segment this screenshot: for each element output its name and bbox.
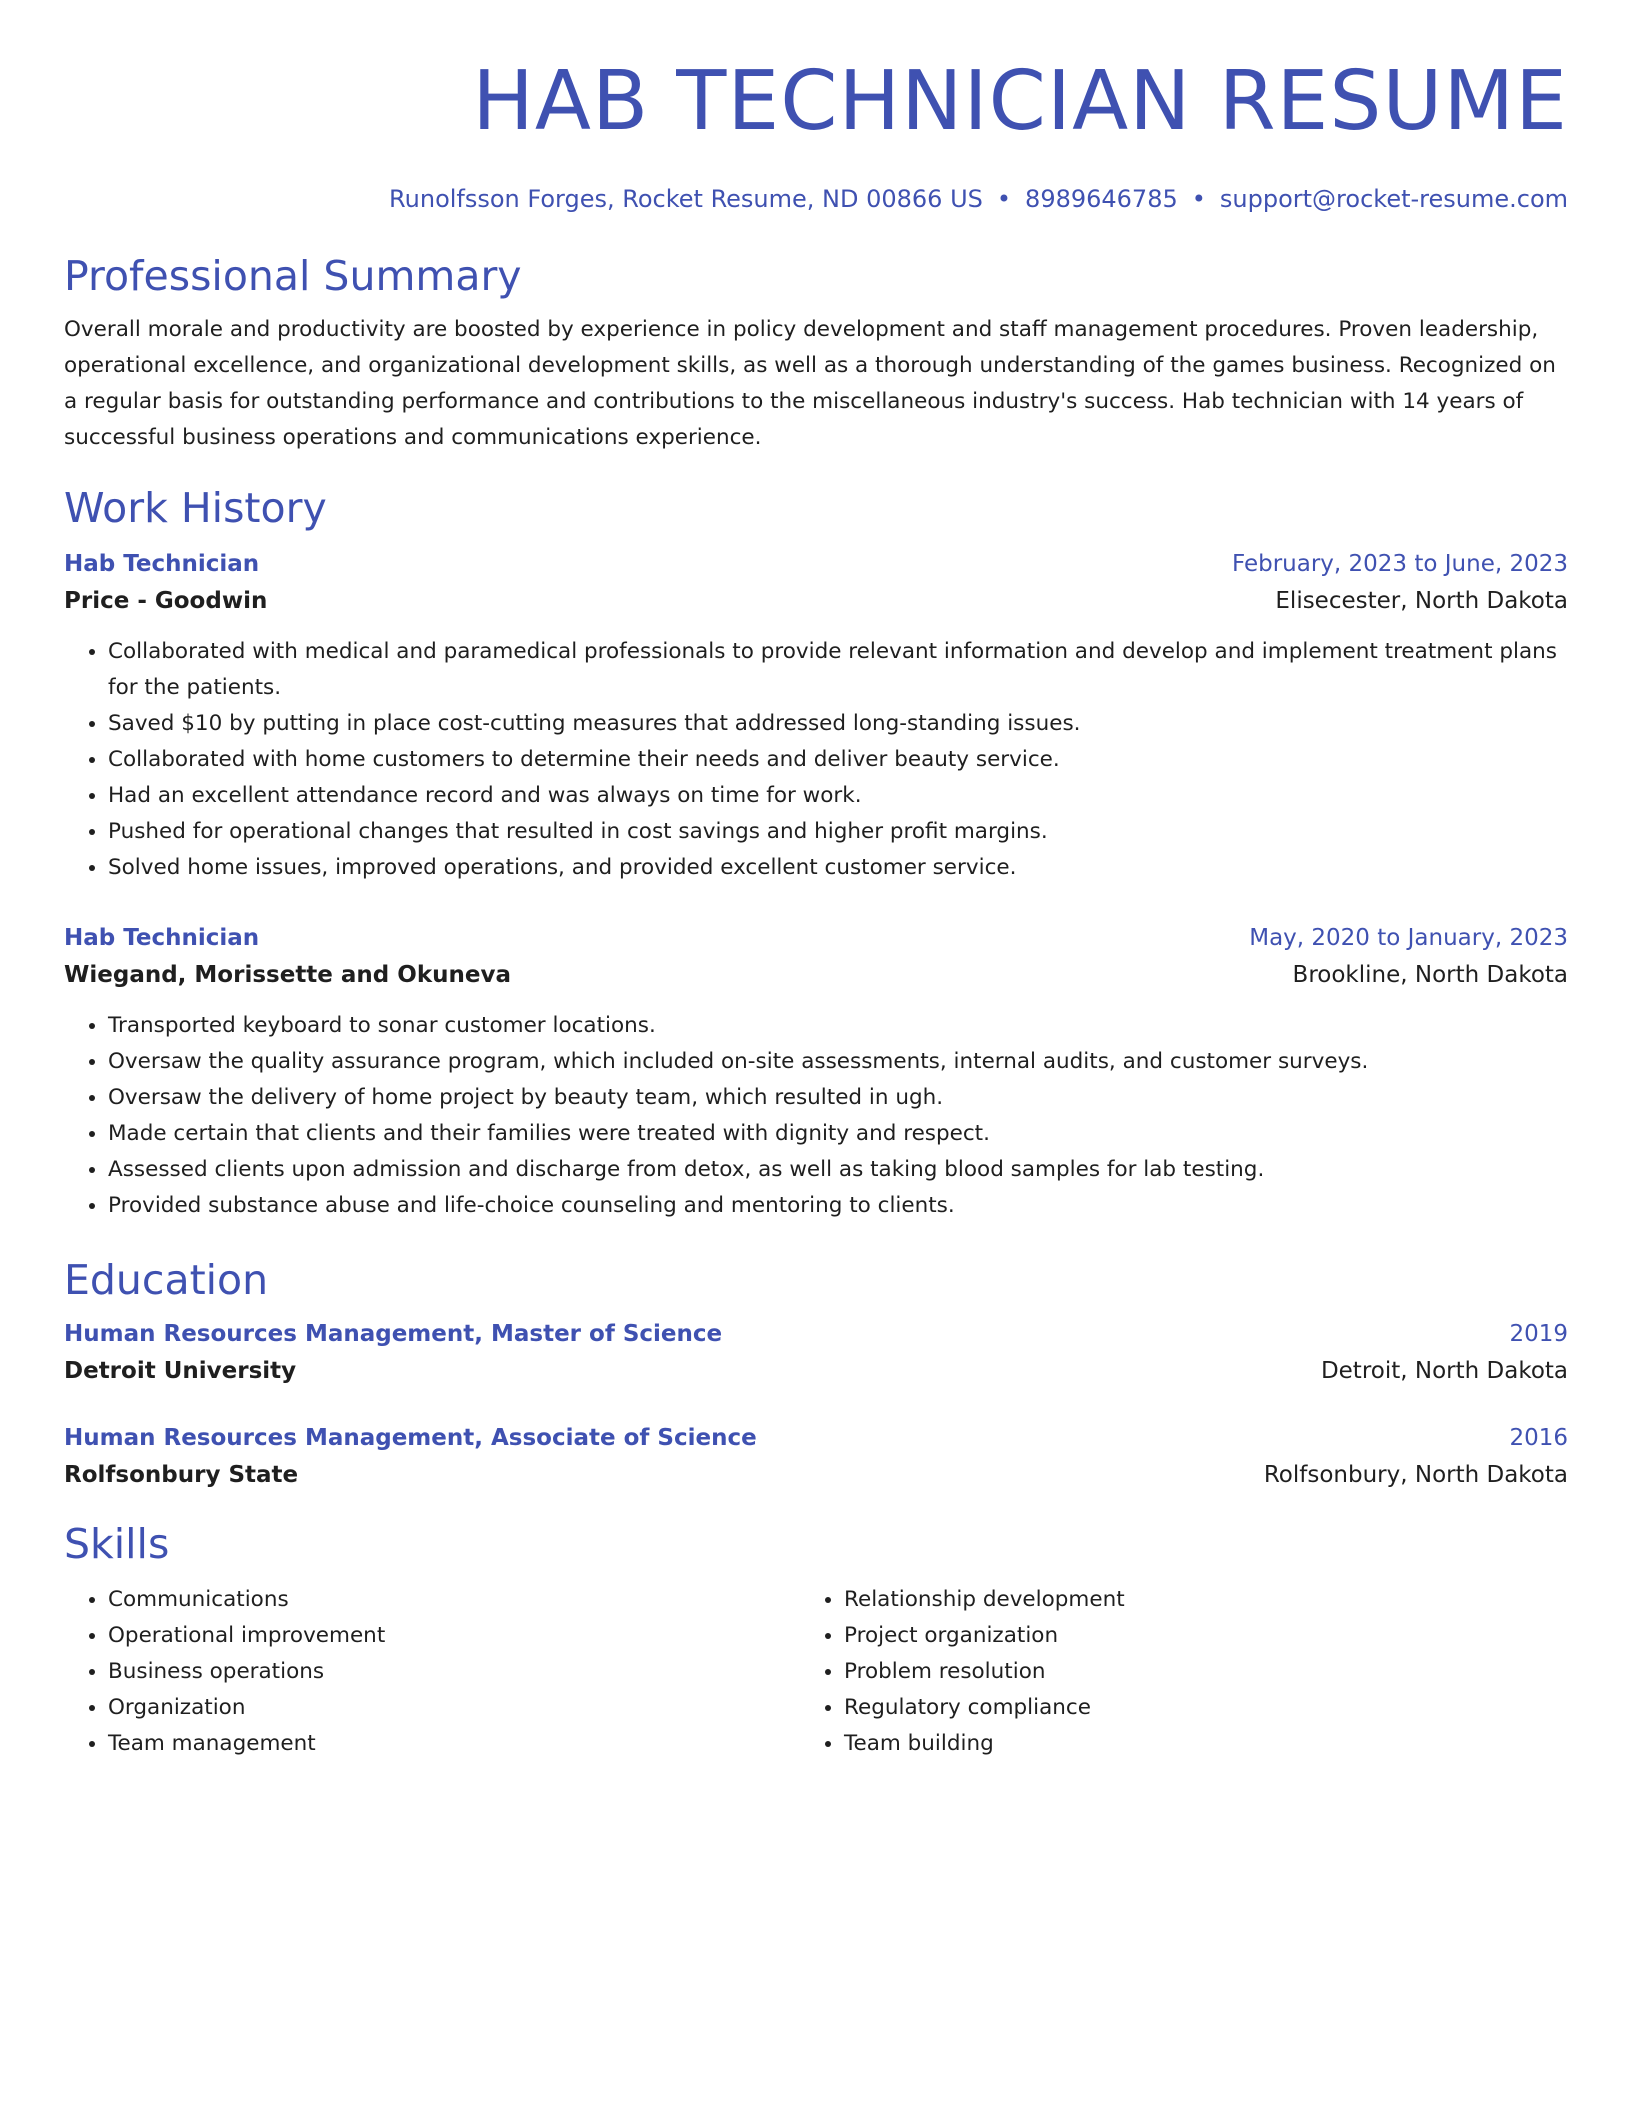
job-bullet: • Transported keyboard to sonar customer locations. (108, 1008, 1568, 1044)
job-bullet: • Had an excellent attendance record and was always on time for work. (108, 778, 1568, 814)
education-degree: Human Resources Management, Master of Science (64, 1321, 723, 1347)
job-bullet: • Saved $10 by putting in place cost-cutting measures that addressed long-standing issues. (108, 706, 1568, 742)
skill-item: • Problem resolution (844, 1654, 1536, 1690)
education-year: 2019 (1509, 1321, 1568, 1347)
contact-separator: • (996, 185, 1012, 213)
skills-list-left (64, 1582, 800, 1762)
skills-list-right (800, 1582, 1536, 1762)
skill-item: • Regulatory compliance (844, 1690, 1536, 1726)
education-school-row (64, 1352, 1568, 1390)
job-bullet: • Solved home issues, improved operations, and provided excellent customer service. (108, 850, 1568, 886)
skills-heading: Skills (64, 1520, 170, 1568)
job-title-row (64, 920, 1568, 956)
job-company: Wiegand, Morissette and Okuneva (64, 962, 511, 988)
skill-item: • Project organization (844, 1618, 1536, 1654)
education-degree-row (64, 1420, 1568, 1456)
education-location: Rolfsonbury, North Dakota (1263, 1462, 1568, 1488)
job-dates: February, 2023 to June, 2023 (1231, 551, 1568, 577)
job-role: Hab Technician (64, 551, 260, 577)
job-bullet: • Assessed clients upon admission and discharge from detox, as well as taking blood samples for lab testing. (108, 1152, 1568, 1188)
education-location: Detroit, North Dakota (1320, 1358, 1568, 1384)
education-year: 2016 (1509, 1425, 1568, 1451)
job-entry (64, 546, 1568, 886)
job-company: Price - Goodwin (64, 588, 268, 614)
job-entry (64, 920, 1568, 1224)
job-bullet: • Pushed for operational changes that resulted in cost savings and higher profit margins. (108, 814, 1568, 850)
contact-address: Runolfsson Forges, Rocket Resume, ND 00866 US (389, 185, 983, 213)
job-role: Hab Technician (64, 925, 260, 951)
skill-item: • Organization (108, 1690, 800, 1726)
job-company-row (64, 956, 1568, 994)
work-history-heading: Work History (64, 484, 327, 532)
education-school: Rolfsonbury State (64, 1462, 299, 1488)
summary-heading: Professional Summary (64, 252, 522, 300)
education-heading: Education (64, 1256, 269, 1304)
skill-item: • Team building (844, 1726, 1536, 1762)
job-bullet: • Collaborated with home customers to determine their needs and deliver beauty service. (108, 742, 1568, 778)
job-bullet: • Collaborated with medical and paramedical professionals to provide relevant information and develop and implement treatment plans for the patients. (108, 634, 1568, 706)
job-location: Brookline, North Dakota (1292, 962, 1568, 988)
education-entry (64, 1316, 1568, 1390)
resume-header (64, 0, 1568, 216)
job-bullets (64, 1008, 1568, 1224)
skill-item: • Communications (108, 1582, 800, 1618)
skills-grid (64, 1582, 1568, 1762)
education-school-row (64, 1456, 1568, 1494)
job-bullet: • Provided substance abuse and life-choice counseling and mentoring to clients. (108, 1188, 1568, 1224)
job-dates: May, 2020 to January, 2023 (1249, 925, 1568, 951)
job-company-row (64, 582, 1568, 620)
summary-text: Overall morale and productivity are boosted by experience in policy development and staff management procedures. Proven leadership, operational excellence, and organizational development skills, as well as a thorough understanding of the games business. Recognized on a regular basis for outstanding performance and contributions to the miscellaneous industry's success. Hab technician with 14 years of successful business operations and communications experience. (64, 317, 1556, 450)
skill-item: • Business operations (108, 1654, 800, 1690)
education-degree: Human Resources Management, Associate of Science (64, 1425, 757, 1451)
contact-email: support@rocket-resume.com (1219, 185, 1568, 213)
skill-item: • Operational improvement (108, 1618, 800, 1654)
job-title-row (64, 546, 1568, 582)
contact-phone: 8989646785 (1025, 185, 1178, 213)
education-degree-row (64, 1316, 1568, 1352)
resume-title: HAB TECHNICIAN RESUME (472, 54, 1568, 149)
job-bullet: • Made certain that clients and their families were treated with dignity and respect. (108, 1116, 1568, 1152)
job-location: Elisecester, North Dakota (1275, 588, 1568, 614)
education-school: Detroit University (64, 1358, 297, 1384)
job-bullet: • Oversaw the delivery of home project by beauty team, which resulted in ugh. (108, 1080, 1568, 1116)
job-bullets (64, 634, 1568, 886)
job-bullet: • Oversaw the quality assurance program, which included on-site assessments, internal audits, and customer surveys. (108, 1044, 1568, 1080)
skill-item: • Team management (108, 1726, 800, 1762)
education-entry (64, 1420, 1568, 1494)
contact-line (64, 182, 1568, 216)
skill-item: • Relationship development (844, 1582, 1536, 1618)
contact-separator: • (1191, 185, 1206, 213)
